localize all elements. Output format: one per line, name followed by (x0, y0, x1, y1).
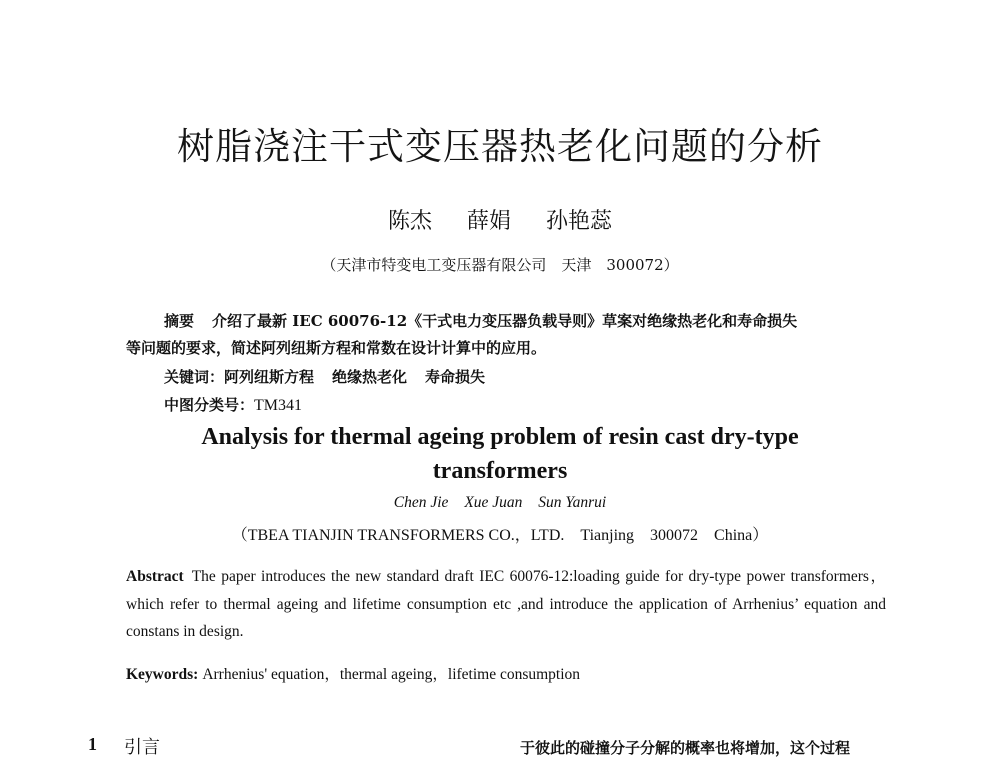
abstract-text-english: The paper introduces the new standard draft IEC 60076-12:loading guide for dry-type power transformers，which refer to thermal ageing and lifetime consumption etc ,and introduce the application of Arrhenius’ equation and constans in design. (126, 568, 886, 640)
keywords-chinese (164, 366, 485, 387)
affiliation-chinese: （天津市特变电工变压器有限公司 天津 300072） (321, 256, 679, 274)
keyword-item: 寿命损失 (425, 368, 486, 386)
abstract-text-chinese: 介绍了最新 IEC 60076-12《干式电力变压器负载导则》草案对绝缘热老化和寿命损失 (212, 312, 798, 330)
abstract-label-english: Abstract (126, 568, 184, 585)
author-name-english: Sun Yanrui (538, 494, 607, 511)
section-title: 引言 (124, 737, 160, 758)
keyword-item: 阿列纽斯方程 (224, 368, 315, 386)
keyword-item: 绝缘热老化 (332, 368, 408, 386)
keywords-text-english: Arrhenius' equation，thermal ageing，lifetime consumption (202, 666, 581, 683)
body-text-snippet: 于彼此的碰撞分子分解的概率也将增加，这个过程 (520, 739, 851, 757)
affiliation-english: （TBEA TIANJIN TRANSFORMERS CO.，LTD. Tianjing 300072 China） (231, 527, 769, 544)
keywords-label-english: Keywords: (126, 666, 199, 683)
abstract-chinese-line2: 等问题的要求，简述阿列纽斯方程和常数在设计计算中的应用。 (126, 339, 547, 357)
keywords-english (126, 662, 580, 684)
author-name-english: Chen Jie (393, 494, 449, 511)
paper-title-english-line2: transformers (432, 458, 568, 484)
author-name: 陈杰 (387, 209, 432, 234)
abstract-chinese-line1 (164, 310, 797, 331)
author-name-english: Xue Juan (464, 494, 523, 511)
paper-title-chinese: 树脂浇注干式变压器热老化问题的分析 (177, 125, 823, 168)
section-number: 1 (88, 734, 97, 754)
paper-title-english-line1: Analysis for thermal ageing problem of resin cast dry-type (201, 424, 799, 450)
abstract-english (126, 563, 886, 646)
keywords-label-chinese: 关键词： (164, 368, 225, 386)
classification-label: 中图分类号： (164, 396, 255, 414)
classification-number (164, 394, 302, 415)
author-list-chinese (0, 204, 1000, 235)
classification-value: TM341 (254, 397, 303, 414)
abstract-label-chinese: 摘要 (164, 312, 195, 330)
author-list-english (0, 494, 1000, 512)
author-name: 薛娟 (466, 209, 511, 234)
author-name: 孙艳蕊 (546, 209, 613, 234)
